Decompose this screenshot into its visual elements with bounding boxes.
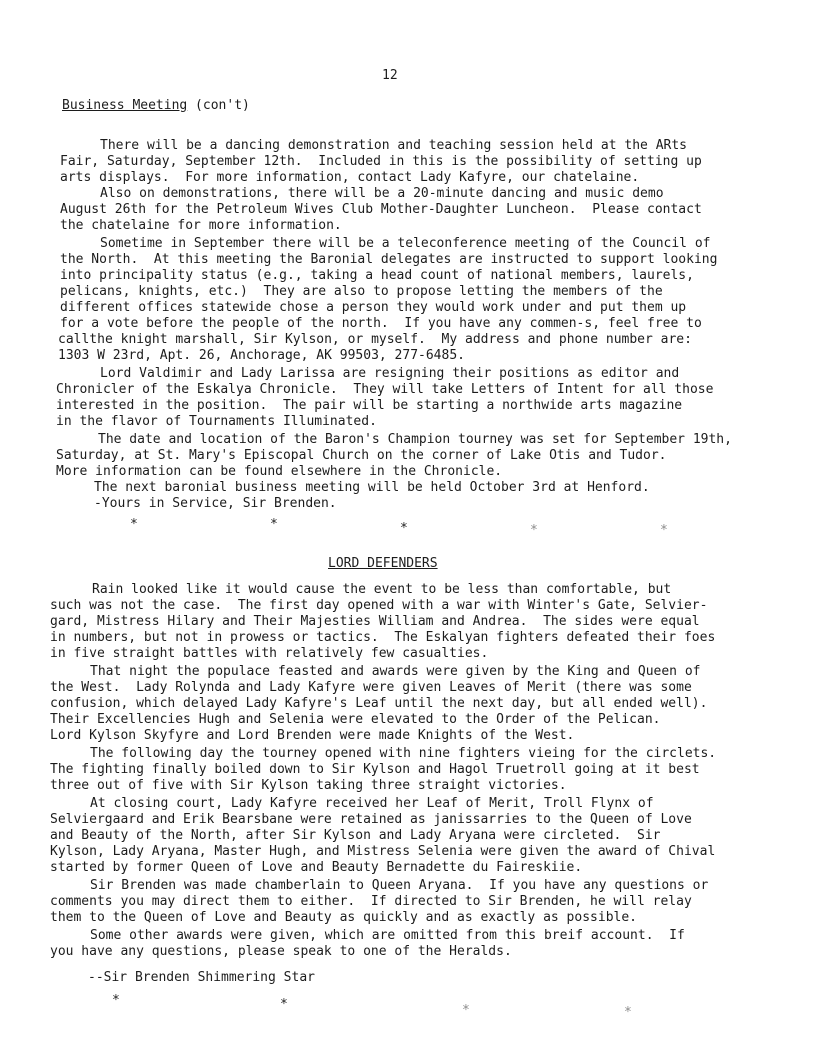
paragraph-line: such was not the case. The first day opened with a war with Winter's Gate, Selvier-: [50, 598, 708, 613]
paragraph-line: Lord Kylson Skyfyre and Lord Brenden were made Knights of the West.: [50, 728, 575, 743]
closing-line: -Yours in Service, Sir Brenden.: [94, 496, 337, 511]
paragraph-line: them to the Queen of Love and Beauty as quickly and as exactly as possible.: [50, 910, 637, 925]
separator-star: *: [660, 523, 668, 538]
paragraph-line: Sir Brenden was made chamberlain to Queen Aryana. If you have any questions or: [90, 878, 709, 893]
paragraph-line: The date and location of the Baron's Champion tourney was set for September 19th,: [98, 432, 732, 447]
paragraph-line: in the flavor of Tournaments Illuminated.: [56, 414, 377, 429]
paragraph-line: different offices statewide chose a person they would work under and put them up: [60, 300, 687, 315]
paragraph-line: Saturday, at St. Mary's Episcopal Church on the corner of Lake Otis and Tudor.: [56, 448, 667, 463]
paragraph-line: Some other awards were given, which are omitted from this breif account. If: [90, 928, 685, 943]
paragraph-line: The following day the tourney opened with nine fighters vieing for the circlets.: [90, 746, 717, 761]
paragraph-line: There will be a dancing demonstration and teaching session held at the ARts: [100, 138, 687, 153]
paragraph-line: and Beauty of the North, after Sir Kylson and Lady Aryana were circleted. Sir: [50, 828, 661, 843]
paragraph-line: three out of five with Sir Kylson taking three straight victories.: [50, 778, 567, 793]
signature: --Sir Brenden Shimmering Star: [88, 970, 315, 985]
paragraph-line: arts displays. For more information, contact Lady Kafyre, our chatelaine.: [60, 170, 640, 185]
paragraph-line: More information can be found elsewhere in the Chronicle.: [56, 464, 503, 479]
page-number: 12: [382, 68, 398, 83]
section-heading-business-meeting: [62, 98, 250, 114]
paragraph-line: started by former Queen of Love and Beauty Bernadette du Faireskiie.: [50, 860, 583, 875]
paragraph-line: into principality status (e.g., taking a head count of national members, laurels,: [60, 268, 694, 283]
paragraph-line: the North. At this meeting the Baronial delegates are instructed to support looking: [60, 252, 718, 267]
paragraph-line: Fair, Saturday, September 12th. Included in this is the possibility of setting up: [60, 154, 702, 169]
paragraph-line: August 26th for the Petroleum Wives Club Mother-Daughter Luncheon. Please contact: [60, 202, 702, 217]
paragraph-line: Kylson, Lady Aryana, Master Hugh, and Mistress Selenia were given the award of Chival: [50, 844, 716, 859]
paragraph-line: 1303 W 23rd, Apt. 26, Anchorage, AK 99503, 277-6485.: [58, 348, 465, 363]
paragraph-line: for a vote before the people of the north. If you have any commen-s, feel free to: [60, 316, 702, 331]
separator-star: *: [112, 993, 120, 1008]
paragraph-line: Also on demonstrations, there will be a 20-minute dancing and music demo: [100, 186, 664, 201]
paragraph-line: you have any questions, please speak to one of the Heralds.: [50, 944, 512, 959]
paragraph-line: Rain looked like it would cause the event to be less than comfortable, but: [92, 582, 672, 597]
heading-text: Business Meeting: [62, 98, 188, 113]
paragraph-line: Sometime in September there will be a teleconference meeting of the Council of: [100, 236, 711, 251]
paragraph-line: Their Excellencies Hugh and Selenia were elevated to the Order of the Pelican.: [50, 712, 661, 727]
separator-star: *: [400, 521, 408, 536]
separator-star: *: [270, 517, 278, 532]
paragraph-line: in five straight battles with relatively few casualties.: [50, 646, 489, 661]
paragraph-line: confusion, which delayed Lady Kafyre's Leaf until the next day, but all ended well).: [50, 696, 708, 711]
paragraph-line: Selviergaard and Erik Bearsbane were retained as janissarries to the Queen of Love: [50, 812, 692, 827]
separator-star: *: [530, 523, 538, 538]
paragraph-line: At closing court, Lady Kafyre received her Leaf of Merit, Troll Flynx of: [90, 796, 654, 811]
paragraph-line: interested in the position. The pair will be starting a northwide arts magazine: [56, 398, 683, 413]
paragraph-line: pelicans, knights, etc.) They are also to propose letting the members of the: [60, 284, 663, 299]
paragraph-line: The fighting finally boiled down to Sir Kylson and Hagol Truetroll going at it best: [50, 762, 700, 777]
paragraph-line: Lord Valdimir and Lady Larissa are resigning their positions as editor and: [100, 366, 680, 381]
paragraph-line: callthe knight marshall, Sir Kylson, or myself. My address and phone number are:: [58, 332, 692, 347]
paragraph-line: gard, Mistress Hilary and Their Majesties William and Andrea. The sides were equal: [50, 614, 700, 629]
paragraph-line: comments you may direct them to either. If directed to Sir Brenden, he will relay: [50, 894, 692, 909]
separator-star: *: [462, 1003, 470, 1018]
heading-suffix: (con't): [187, 98, 250, 113]
paragraph-line: the West. Lady Rolynda and Lady Kafyre were given Leaves of Merit (there was some: [50, 680, 692, 695]
separator-star: *: [130, 517, 138, 532]
paragraph-line: Chronicler of the Eskalya Chronicle. They will take Letters of Intent for all those: [56, 382, 714, 397]
paragraph-line: the chatelaine for more information.: [60, 218, 342, 233]
paragraph-line: in numbers, but not in prowess or tactics. The Eskalyan fighters defeated their foes: [50, 630, 716, 645]
paragraph-line: The next baronial business meeting will be held October 3rd at Henford.: [94, 480, 650, 495]
separator-star: *: [280, 997, 288, 1012]
separator-star: *: [624, 1005, 632, 1020]
paragraph-line: That night the populace feasted and awards were given by the King and Queen of: [90, 664, 701, 679]
section-heading-lord-defenders: LORD DEFENDERS: [328, 556, 438, 571]
